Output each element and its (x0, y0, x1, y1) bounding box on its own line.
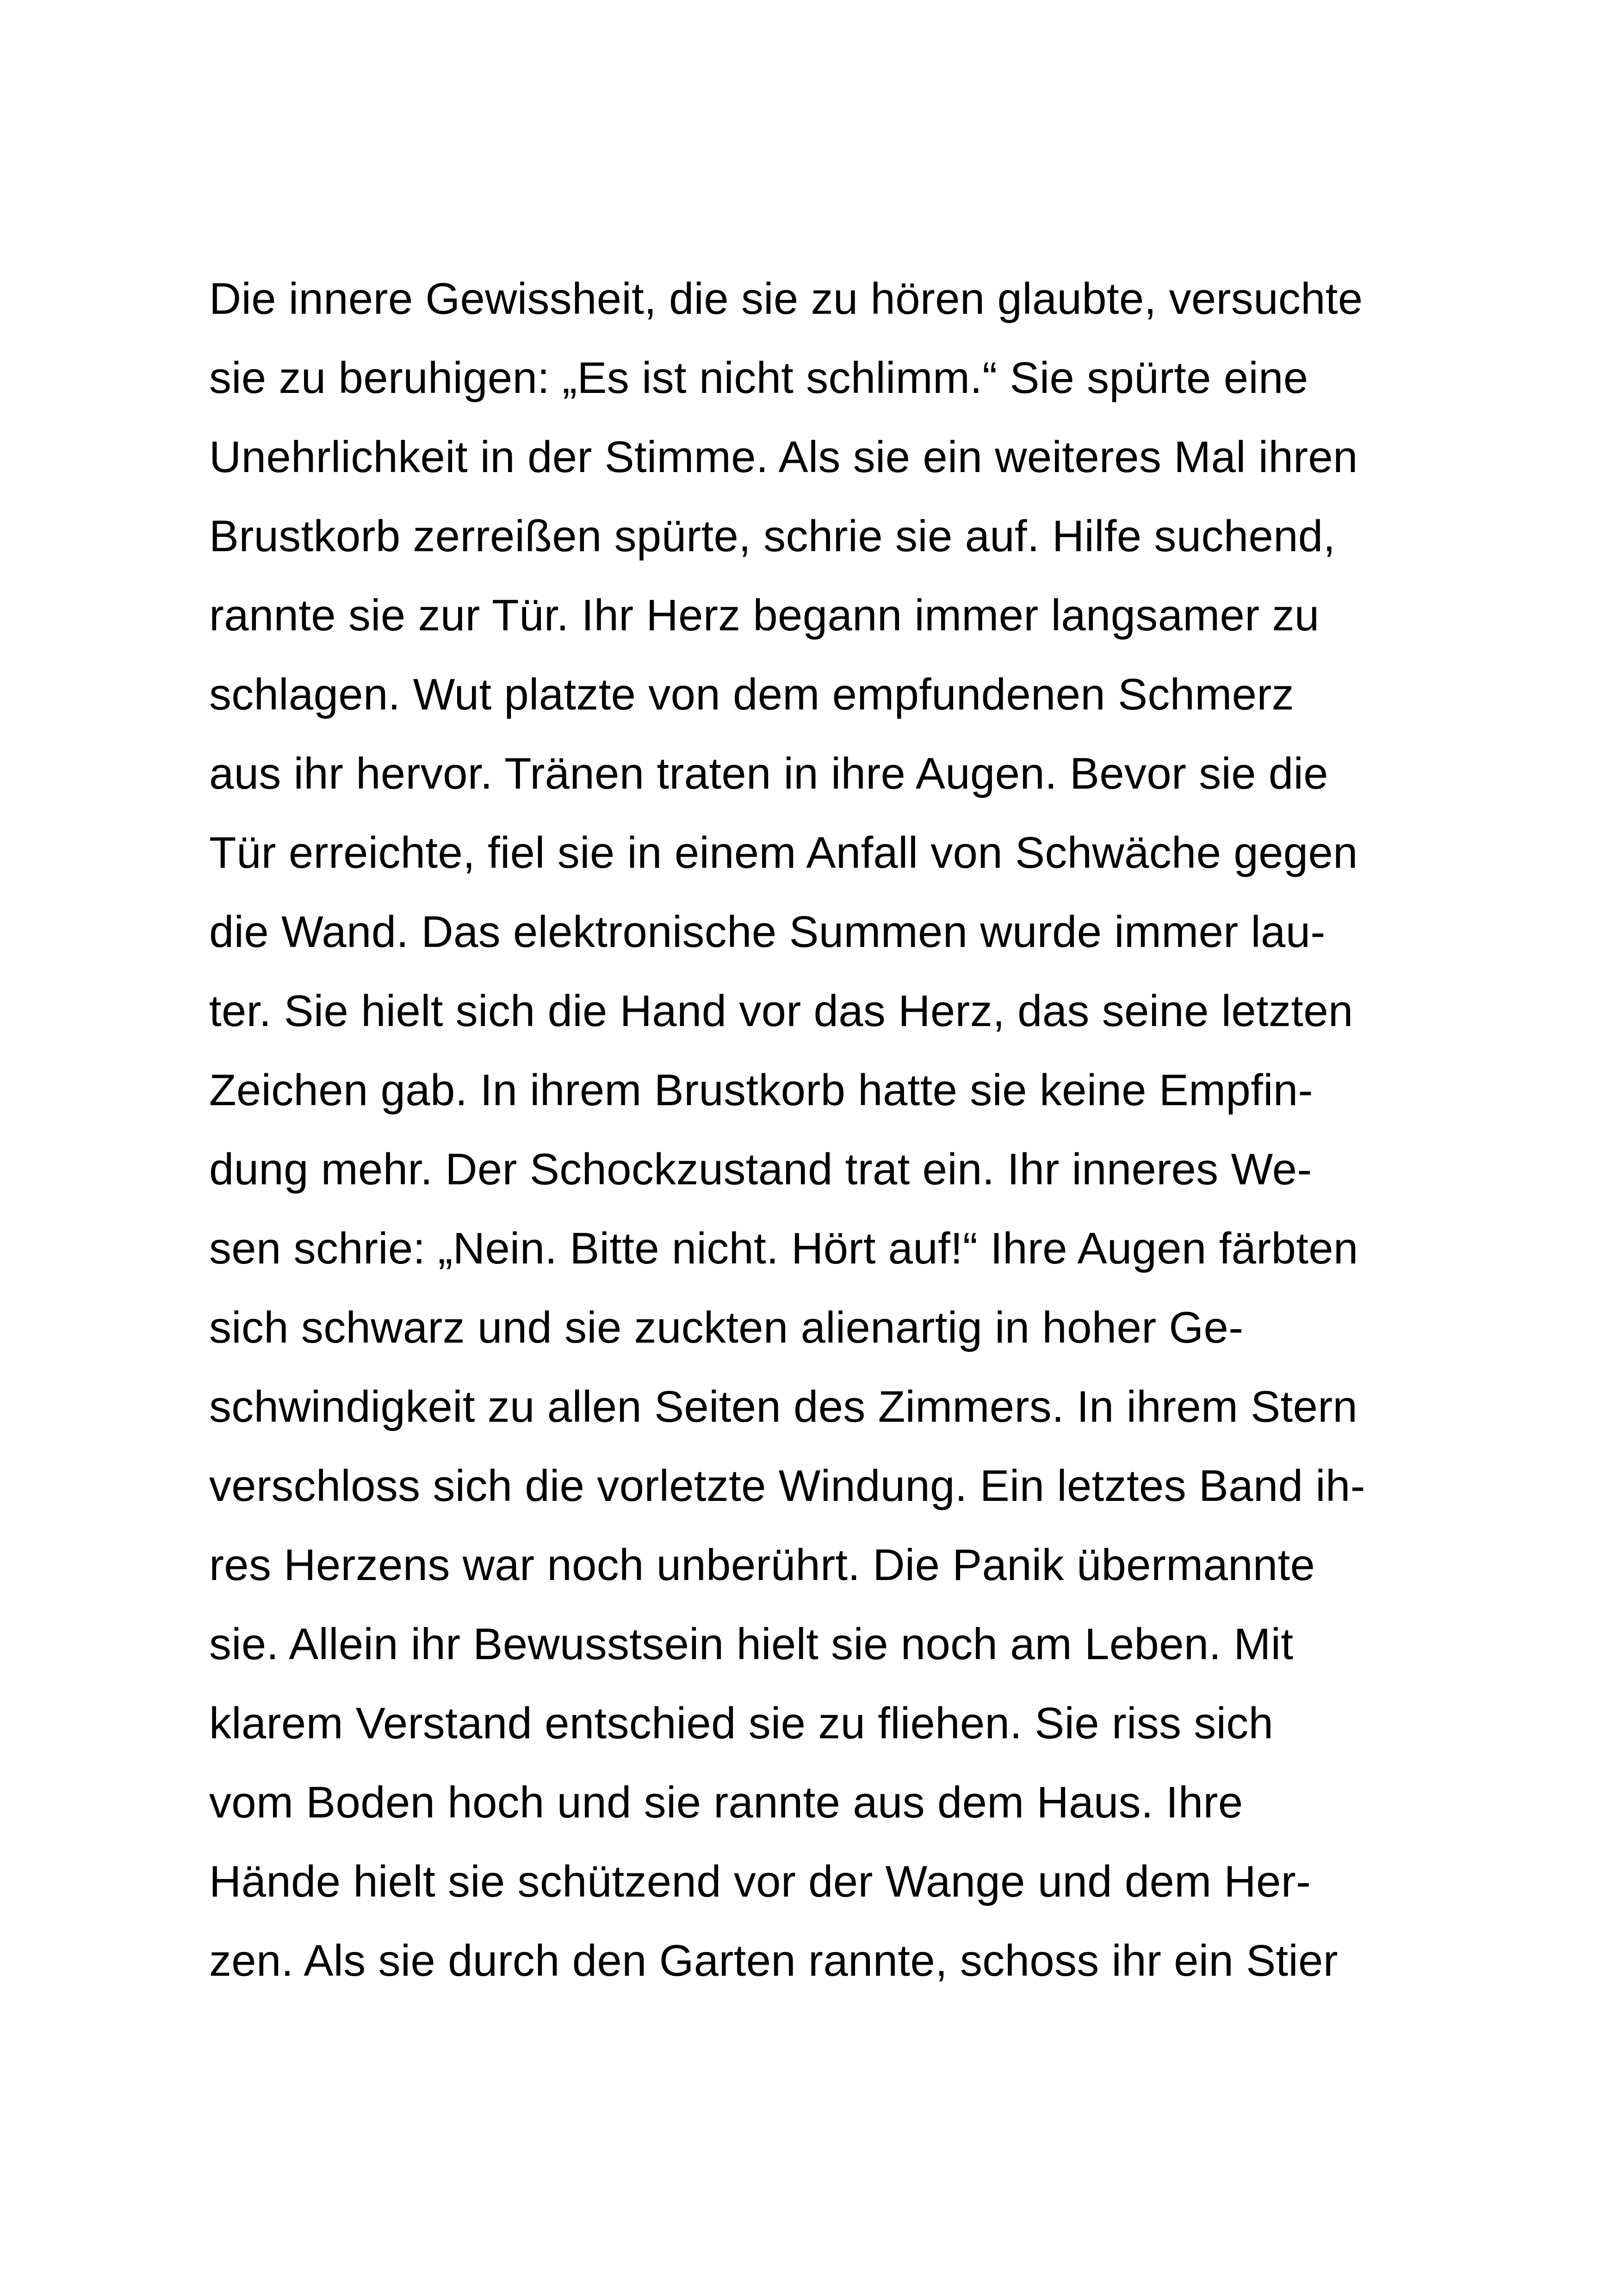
text-line: vom Boden hoch und sie rannte aus dem Haus. Ihre (209, 1778, 1243, 1827)
text-line: schlagen. Wut platzte von dem empfundenen Schmerz (209, 670, 1294, 719)
text-line: zen. Als sie durch den Garten rannte, schoss ihr ein Stier (209, 1936, 1338, 1985)
text-line: rannte sie zur Tür. Ihr Herz begann immer langsamer zu (209, 591, 1320, 640)
text-line: verschloss sich die vorletzte Windung. Ein letztes Band ih- (209, 1461, 1365, 1511)
text-line: res Herzens war noch unberührt. Die Panik übermannte (209, 1540, 1315, 1590)
text-line: dung mehr. Der Schockzustand trat ein. Ihr inneres We- (209, 1145, 1312, 1194)
text-line: Tür erreichte, fiel sie in einem Anfall von Schwäche gegen (209, 828, 1358, 877)
text-line: Zeichen gab. In ihrem Brustkorb hatte sie keine Empfin- (209, 1065, 1313, 1115)
text-line: Brustkorb zerreißen spürte, schrie sie auf. Hilfe suchend, (209, 511, 1336, 561)
text-line: sen schrie: „Nein. Bitte nicht. Hört auf!“ Ihre Augen färbten (209, 1224, 1358, 1273)
text-line: sich schwarz und sie zuckten alienartig in hoher Ge- (209, 1303, 1244, 1352)
text-line: ter. Sie hielt sich die Hand vor das Herz, das seine letzten (209, 986, 1353, 1036)
text-line: sie zu beruhigen: „Es ist nicht schlimm.“ Sie spürte eine (209, 353, 1308, 403)
text-line: sie. Allein ihr Bewusstsein hielt sie noch am Leben. Mit (209, 1619, 1294, 1669)
text-line: Hände hielt sie schützend vor der Wange und dem Her- (209, 1857, 1311, 1906)
body-text (209, 259, 1458, 2000)
text-line: aus ihr hervor. Tränen traten in ihre Augen. Bevor sie die (209, 749, 1328, 798)
text-line: klarem Verstand entschied sie zu fliehen. Sie riss sich (209, 1699, 1274, 1748)
text-line: die Wand. Das elektronische Summen wurde immer lau- (209, 907, 1326, 957)
text-line: Unehrlichkeit in der Stimme. Als sie ein weiteres Mal ihren (209, 432, 1358, 482)
text-line: Die innere Gewissheit, die sie zu hören glaubte, versuchte (209, 274, 1363, 324)
text-line: schwindigkeit zu allen Seiten des Zimmers. In ihrem Stern (209, 1382, 1358, 1431)
